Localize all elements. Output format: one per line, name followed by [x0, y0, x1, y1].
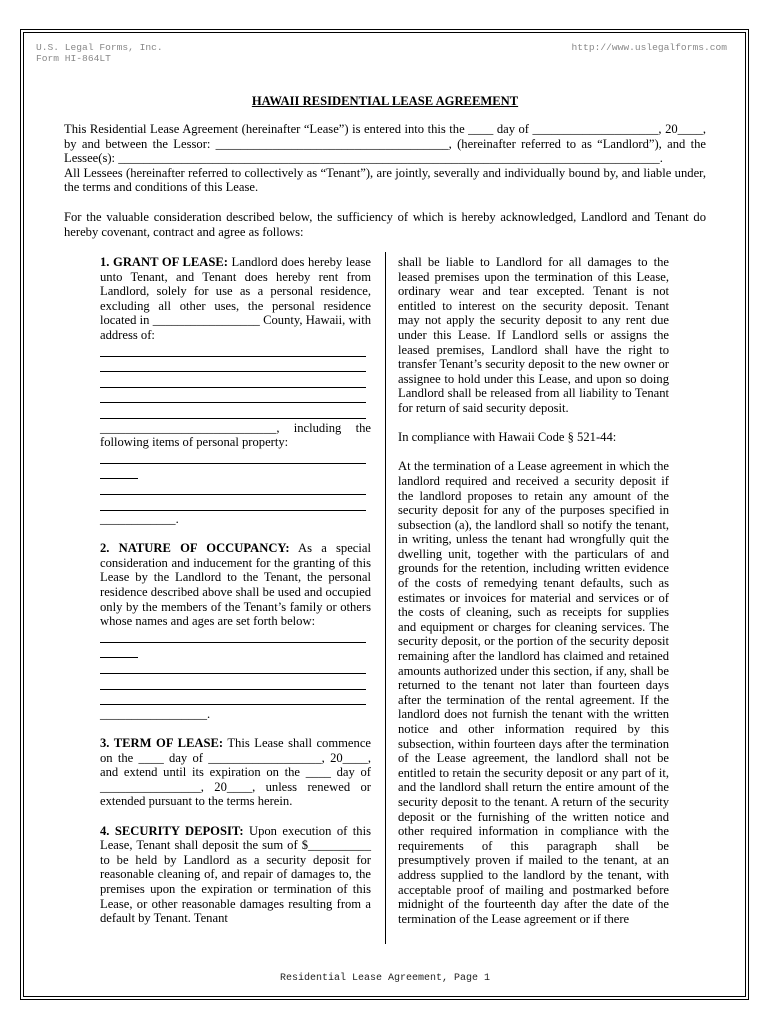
section-nature-of-occupancy — [100, 541, 371, 721]
section-heading: 2. NATURE OF OCCUPANCY: — [100, 541, 290, 556]
header-left — [36, 42, 163, 64]
column-divider — [385, 252, 386, 944]
document-title: HAWAII RESIDENTIAL LEASE AGREEMENT — [251, 94, 519, 108]
hawaii-code-reference: In compliance with Hawaii Code § 521-44: — [398, 430, 617, 445]
property-blank-line[interactable] — [100, 497, 366, 511]
header-url[interactable]: http://www.uslegalforms.com — [571, 42, 727, 53]
occupant-blank-end: _________________. — [100, 706, 211, 721]
consideration-paragraph: For the valuable consideration described below, the sufficiency of which is hereby acknowledged, Landlord and Tenant do hereby covenant, contract and agree as follows: — [64, 210, 706, 239]
left-column — [100, 255, 371, 926]
section-heading: 3. TERM OF LEASE: — [100, 736, 224, 750]
property-blank-end: ____________. — [100, 512, 179, 527]
address-blank-line[interactable] — [100, 405, 366, 419]
occupant-blank-line[interactable] — [100, 691, 366, 705]
form-number: Form HI-864LT — [36, 53, 111, 64]
address-blank-line[interactable] — [100, 343, 366, 357]
section-term-of-lease — [100, 736, 371, 809]
section-heading: 4. SECURITY DEPOSIT: — [100, 823, 244, 838]
publisher-name: U.S. Legal Forms, Inc. — [36, 42, 163, 53]
occupant-blank-line[interactable] — [100, 660, 366, 674]
deposit-return-paragraph: At the termination of a Lease agreement in which the landlord required and received a security deposit if the landlord proposes to retain any amount of the security deposit for any of the purposes specified in subsection (a), the landlord shall so notify the tenant, in writing, unless the tenant had wrongfully quit the dwelling unit, together with the particulars of and grounds for the retention, including written evidence of the costs of remedying tenant defaults, such as estimates or invoices for material and services or of the costs of cleaning, such as receipts for supplies and equipment or charges for cleaning services. The security deposit, or the portion of the security deposit remaining after the landlord has claimed and retained amounts authorized under this section, if any, shall be returned to the tenant not later than fourteen days after the termination of the rental agreement. If the landlord does not furnish the tenant with the written notice and other information required by this subsection, within fourteen days after the termination of the Lease agreement, the landlord shall not be entitled to retain the security deposit or any part of it, and the landlord shall return the entire amount of the security deposit to the tenant. A return of the security deposit or the furnishing of the written notice and other required information in compliance with the requirements of this paragraph shall be presumptively proven if mailed to the tenant, at an address supplied to the landlord by the tenant, with acceptable proof of mailing and postmarked before midnight of the fourteenth day after the date of the termination of the Lease agreement or if there — [398, 459, 669, 926]
section-security-deposit — [100, 824, 371, 926]
occupant-blank-line[interactable] — [100, 676, 366, 690]
personal-property-text: ____________________________, including the following items of personal property: — [100, 420, 371, 450]
address-blank-line[interactable] — [100, 374, 366, 388]
occupancy-paragraph: 2. NATURE OF OCCUPANCY: As a special consideration and inducement for the granting of this Lease by the Landlord to the Tenant, the personal residence described above shall be used and occupied only by the members of the Tenant’s family or others whose names and ages are set forth below: — [100, 541, 371, 629]
deposit-paragraph: 4. SECURITY DEPOSIT: Upon execution of this Lease, Tenant shall deposit the sum of $__________ to be held by Landlord as a security deposit for reasonable cleaning of, and repair of damages to, the premises upon the expiration or termination of this Lease, or other reasonable damages resulting from a default by Tenant. Tenant — [100, 823, 371, 926]
address-blank-line[interactable] — [100, 358, 366, 372]
intro-paragraph: This Residential Lease Agreement (hereinafter “Lease”) is entered into this the ____ day of ____________________, 20____, by and between the Lessor: _____________________________________, (hereinafter referred to as “Landlord”), and the Lessee(s): ______________________________________________________________________________________. — [64, 122, 706, 166]
term-paragraph: 3. TERM OF LEASE: This Lease shall commence on the ____ day of __________________, 20____, and extend until its expiration on the ____ day of ________________, 20____, unless renewed or extended pursuant to the terms herein. — [100, 736, 371, 809]
property-blank-line[interactable] — [100, 481, 366, 495]
intro-section — [64, 122, 706, 195]
property-blank-line[interactable] — [100, 450, 366, 464]
occupant-blank-line[interactable] — [100, 629, 366, 643]
address-blank-line[interactable] — [100, 389, 366, 403]
lessees-paragraph: All Lessees (hereinafter referred to collectively as “Tenant”), are jointly, severally and individually bound by, and liable under, the terms and conditions of this Lease. — [64, 165, 706, 195]
section-grant-of-lease — [100, 255, 371, 527]
grant-paragraph: 1. GRANT OF LEASE: Landlord does hereby lease unto Tenant, and Tenant does hereby rent from Landlord, solely for use as a personal residence, excluding all other uses, the personal residence located in _________________ County, Hawaii, with address of: — [100, 255, 371, 342]
section-heading: 1. GRANT OF LEASE: — [100, 255, 228, 269]
page-footer: Residential Lease Agreement, Page 1 — [279, 973, 491, 984]
occupant-blank-line[interactable] — [100, 644, 138, 658]
right-column — [398, 255, 669, 926]
deposit-liability-paragraph: shall be liable to Landlord for all damages to the leased premises upon the termination of this Lease, ordinary wear and tear excepted. Tenant is not entitled to interest on the security deposit. Tenant may not apply the security deposit to any rent due under this Lease. If Landlord sells or assigns the leased premises, Landlord shall have the right to transfer Tenant’s security deposit to the new owner or assignee to hold under this Lease, and upon so doing Landlord shall be released from all liability to Tenant for return of said security deposit. — [398, 255, 669, 415]
property-blank-line[interactable] — [100, 465, 138, 479]
